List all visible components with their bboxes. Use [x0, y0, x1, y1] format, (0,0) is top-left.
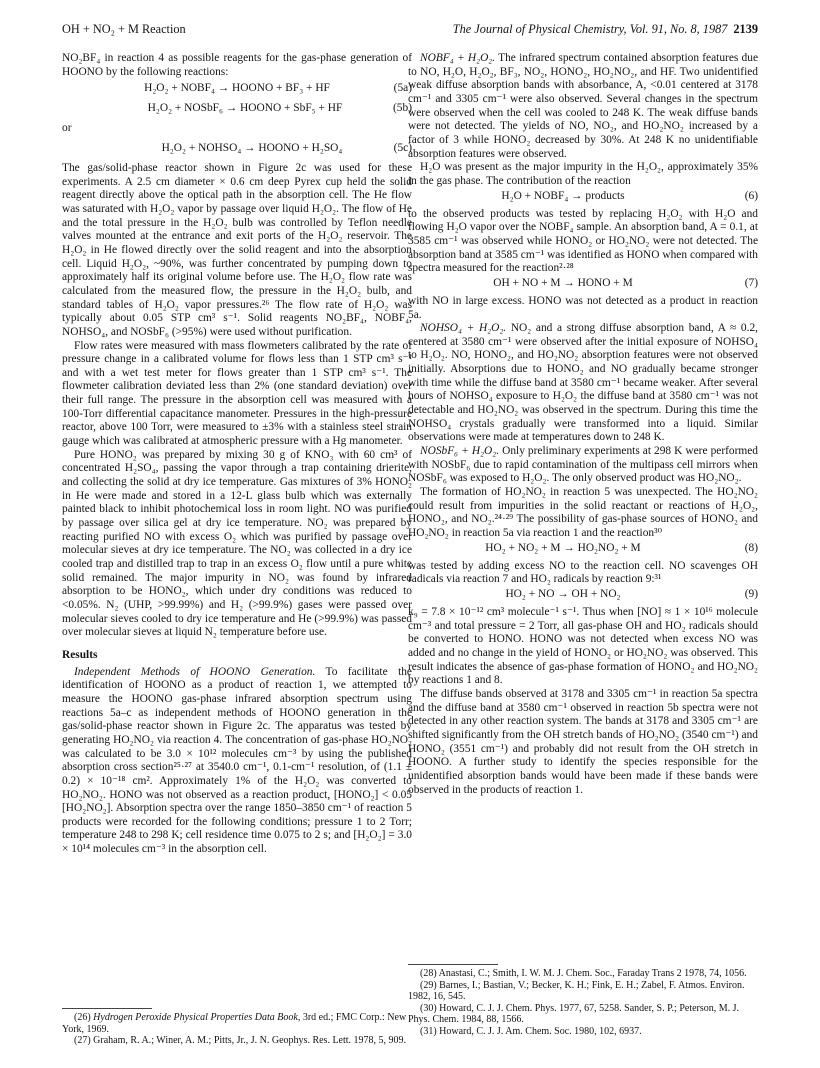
paragraph: with NO in large excess. HONO was not detected as a product in reaction 5a.	[408, 294, 758, 321]
paragraph: was tested by adding excess NO to the reaction cell. NO scavenges OH radicals via reaction 7 and HO₂ radicals by reaction 9:³¹	[408, 559, 758, 586]
footnotes-left	[62, 1008, 412, 1047]
paragraph: The gas/solid-phase reactor shown in Figure 2c was used for these experiments. A 2.5 cm diameter × 0.6 cm deep Pyrex cup held the solid reagent directly above the optical path in the absorption cell. The He flow was saturated with H₂O₂ vapor by passage over liquid H₂O₂. The flow of He and the total pressure in the H₂O₂ bulb was controlled by Teflon needle valves mounted at the entrance and exit ports of the H₂O₂ reservoir. The H₂O₂ in He flowed directly over the solid reagent and into the absorption cell. Liquid H₂O₂, ~90%, was further concentrated by pumping down to approximately half its original volume before use. The H₂O₂ flow rate was calculated from the measured flow, the pressure in the H₂O₂ bulb, and standard tables of H₂O₂ vapor pressures.²⁶ The flow rate of H₂O₂ was typically about 0.05 STP cm³ s⁻¹. Solid reagents NO₂BF₄, NOBF₄, NOHSO₄, and NOSbF₆ (>95%) were used without purification.	[62, 161, 412, 338]
paragraph: k₉ = 7.8 × 10⁻¹² cm³ molecule⁻¹ s⁻¹. Thus when [NO] ≈ 1 × 10¹⁶ molecule cm⁻³ and total pressure = 2 Torr, all gas-phase OH and HO₂ radicals should be converted to HONO. HONO was not detected when excess NO was added and no change in the yield of HONO₂ or HO₂NO₂ was observed. This result indicates the absence of gas-phase formation of HONO₂ and HO₂NO₂ by reactions 1 and 8.	[408, 605, 758, 687]
equation-text: HO₂ + NO → OH + NO₂	[505, 587, 621, 600]
paragraph: Pure HONO₂ was prepared by mixing 30 g of KNO₃ with 60 cm³ of concentrated H₂SO₄, passing the vapor through a trap containing drierite, and collecting the solid at dry ice temperature. Gas mixtures of 3% HONO₂ in He were made and stored in a 12-L glass bulb which was externally painted black to inhibit photochemical loss in room light. NO was purified by passage over silica gel at dry ice temperature. NO₂ was prepared by reacting purified NO with excess O₂ which was purified by passage over molecular sieves at dry ice temperature. The NO₂ was collected in a dry ice cooled trap and distilled trap to trap in an excess O₂ flow until a pure white solid remained. The major impurity in NO₂ was found by infrared absorption to be HONO₂, which under dry conditions was reduced to <0.05%. N₂ (UHP, >99.99%) and H₂ (>99.9%) gases were passed over molecular sieves cooled to dry ice temperature and He (>99.9%) was passed over molecular sieves at liquid N₂ temperature before use.	[62, 448, 412, 639]
equation-5a	[62, 82, 412, 98]
paragraph: The formation of HO₂NO₂ in reaction 5 was unexpected. The HO₂NO₂ could result from impurities in the solid reactant or reactions of H₂O₂, HONO₂, and NO₂.²⁴·²⁹ The possibility of gas-phase sources of HONO₂ and HO₂NO₂ in reaction 5a via reaction 1 and the reaction³⁰	[408, 486, 758, 539]
section-heading-results: Results	[62, 648, 98, 661]
equation-text: H₂O₂ + NOBF₄ → HOONO + BF₃ + HF	[144, 82, 330, 95]
left-column	[62, 52, 412, 857]
equation-9	[408, 588, 758, 604]
journal-citation	[453, 22, 758, 37]
right-column	[408, 52, 758, 797]
equation-text: HO₂ + NO₂ + M → HO₂NO₂ + M	[485, 541, 641, 554]
running-title: OH + NO₂ + M Reaction	[62, 22, 186, 36]
reference-number: (26)	[74, 1012, 94, 1023]
connector-or: or	[62, 122, 72, 135]
equation-text: OH + NO + M → HONO + M	[493, 276, 633, 289]
reference-26	[62, 1012, 412, 1035]
paragraph-text: Only preliminary experiments at 298 K were performed with NOSbF₆ due to rapid contamination of the multipass cell mirrors when NOSbF₆ was exposed to H₂O₂. The only observed product was HO₂NO₂.	[408, 445, 758, 485]
run-in-title: NOSbF₆ + H₂O₂.	[420, 445, 500, 458]
equation-text: H₂O₂ + NOSbF₆ → HOONO + SbF₅ + HF	[147, 102, 343, 115]
equation-6	[408, 190, 758, 206]
paragraph: H₂O was present as the major impurity in the H₂O₂, approximately 35% in the gas phase. The contribution of the reaction	[408, 161, 758, 187]
footnote-rule	[408, 964, 498, 965]
reference-30: (30) Howard, C. J. J. Chem. Phys. 1977, 67, 5258. Sander, S. P.; Peterson, M. J. Phys. Chem. 1984, 88, 1566.	[408, 1002, 740, 1026]
paragraph	[408, 322, 758, 445]
equation-5b	[62, 102, 412, 118]
paragraph: NO₂BF₄ in reaction 4 as possible reagents for the gas-phase generation of HOONO by the following reactions:	[62, 52, 412, 78]
equation-number: (6)	[744, 189, 758, 202]
equation-text: H₂O₂ + NOHSO₄ → HOONO + H₂SO₄	[161, 141, 343, 154]
equation-text: H₂O + NOBF₄ → products	[501, 189, 625, 202]
run-in-title: Independent Methods of HOONO Generation.	[74, 665, 316, 678]
paragraph	[62, 666, 412, 857]
reference-title: Hydrogen Peroxide Physical Properties Data Book	[93, 1012, 298, 1023]
paragraph: to the observed products was tested by replacing H₂O₂ with H₂O and flowing H₂O vapor over the NOBF₄ sample. An absorption band, A = 0.1, at 3585 cm⁻¹ was observed while HONO₂ or HO₂NO₂ were not detected. The absorption band at 3585 cm⁻¹ was identified as HONO when compared with spectra measured for the reaction²·²⁸	[408, 207, 758, 275]
equation-number: (5c)	[393, 141, 412, 154]
paragraph	[408, 445, 758, 486]
equation-5c	[62, 142, 412, 158]
paragraph-text: NO₂ and a strong diffuse absorption band, A ≈ 0.2, centered at 3580 cm⁻¹ were observed after the initial exposure of NOHSO₄ to H₂O₂. NO, HONO₂, and HO₂NO₂ absorption features were not observed initially. Absorptions due to HONO₂ and NO gradually became stronger with time while the diffuse band at 3580 cm⁻¹ became weaker. After several hours of NOHSO₄ exposure to H₂O₂ the diffuse band at 3580 cm⁻¹ was not detectable and HO₂NO₂ was observed in the spectrum. During this time the NOHSO₄ crystals gradually were transformed into a liquid. Similar observations were made at temperatures down to 248 K.	[408, 322, 758, 444]
footnotes-right	[408, 964, 758, 1038]
equation-number: (8)	[744, 541, 758, 554]
equation-number: (7)	[744, 276, 758, 289]
reference-28: (28) Anastasi, C.; Smith, I. W. M. J. Chem. Soc., Faraday Trans 2 1978, 74, 1056.	[420, 968, 747, 979]
page-number: 2139	[733, 22, 758, 36]
reference-27: (27) Graham, R. A.; Winer, A. M.; Pitts, Jr., J. N. Geophys. Res. Lett. 1978, 5, 909.	[74, 1035, 407, 1047]
reference-29: (29) Barnes, I.; Bastian, V.; Becker, K. H.; Fink, E. H.; Zabel, F. Atmos. Environ. 1982, 16, 545.	[408, 979, 745, 1003]
equation-number: (9)	[744, 587, 758, 600]
paragraph: Flow rates were measured with mass flowmeters calibrated by the rate of pressure change in a calibrated volume for flows less than 1 STP cm³ s⁻¹ and with a wet test meter for flows greater than 1 STP cm³ s⁻¹. The flowmeter calibration deviated less than 2% (one standard deviation) over their full range. The pressure in the absorption cell was measured with a 100-Torr differential capacitance manometer. Pressures in the high-pressure reactor, above 100 Torr, were measured to ±3% with a stainless steel strain gauge which was calibrated at atmospheric pressure with a Hg manometer.	[62, 339, 412, 448]
page-header	[62, 22, 758, 40]
run-in-title: NOBF₄ + H₂O₂.	[420, 52, 496, 64]
reference-31: (31) Howard, C. J. J. Am. Chem. Soc. 1980, 102, 6937.	[420, 1025, 642, 1037]
equation-number: (5a)	[393, 82, 412, 95]
journal-name: The Journal of Physical Chemistry, Vol. 91, No. 8, 1987	[452, 22, 728, 36]
equation-7	[408, 277, 758, 293]
equation-8	[408, 542, 758, 558]
footnote-rule	[62, 1008, 152, 1009]
equation-number: (5b)	[393, 102, 412, 115]
paragraph: The diffuse bands observed at 3178 and 3305 cm⁻¹ in reaction 5a spectra and the diffuse band at 3580 cm⁻¹ observed in reaction 5b spectra were not detected in any other reaction system. The bands at 3178 and 3305 cm⁻¹ are shifted significantly from the OH stretch bands of HO₂NO₂ (3540 cm⁻¹) and HONO₂ (3551 cm⁻¹) and probably did not result from the OH stretch in HOONO. A further study to identify the species responsible for the unidentified absorption bands would have been made if these bands were observed in the products of reaction 1.	[408, 687, 758, 796]
reference-rest: , 3rd ed.; FMC Corp.: New York, 1969.	[62, 1012, 407, 1035]
paragraph-text: To facilitate the identification of HOONO as a product of reaction 1, we attempted to measure the HOONO gas-phase infrared absorption spectrum using reactions 5a–c as independent methods of HOONO generation in the gas/solid-phase reactor shown in Figure 2c. The apparatus was tested by generating HO₂NO₂ via reaction 4. The concentration of gas-phase HO₂NO₂ was calculated to be 3.0 × 10¹² molecules cm⁻³ by using the published absorption cross section²⁵·²⁷ at 3540.0 cm⁻¹, 0.1-cm⁻¹ resolution, of (1.1 ± 0.2) × 10⁻¹⁸ cm². Approximately 1% of the H₂O₂ was converted to HO₂NO₂. HONO was not observed as a reaction product, [HONO₂] < 0.05 [HO₂NO₂]. Absorption spectra over the range 1850–3850 cm⁻¹ of reaction 5 products were recorded for the following conditions; pressure 1 to 2 Torr; temperature 248 to 298 K; cell residence time 0.075 to 2 s; and [H₂O₂] = 3.0 × 10¹⁴ molecules cm⁻³ in the absorption cell.	[62, 665, 412, 856]
paragraph-text: The infrared spectrum contained absorption features due to NO, H₂O, H₂O₂, BF₃, NO₂, HONO₂, HO₂NO₂, and HF. Two unidentified weak diffuse absorption bands with absorbance, A, <0.01 centered at 3178 cm⁻¹ and 3305 cm⁻¹ were also observed. Several changes in the spectrum were observed when the cell was cooled to 248 K. The weak diffuse bands were not detected. The yields of NO, NO₂, and HO₂NO₂ increased by a factor of 3 while HONO₂ decreased by 30%. At 248 K no unidentifiable absorption features were observed.	[408, 52, 758, 160]
paragraph	[408, 52, 758, 161]
run-in-title: NOHSO₄ + H₂O₂.	[420, 322, 507, 335]
